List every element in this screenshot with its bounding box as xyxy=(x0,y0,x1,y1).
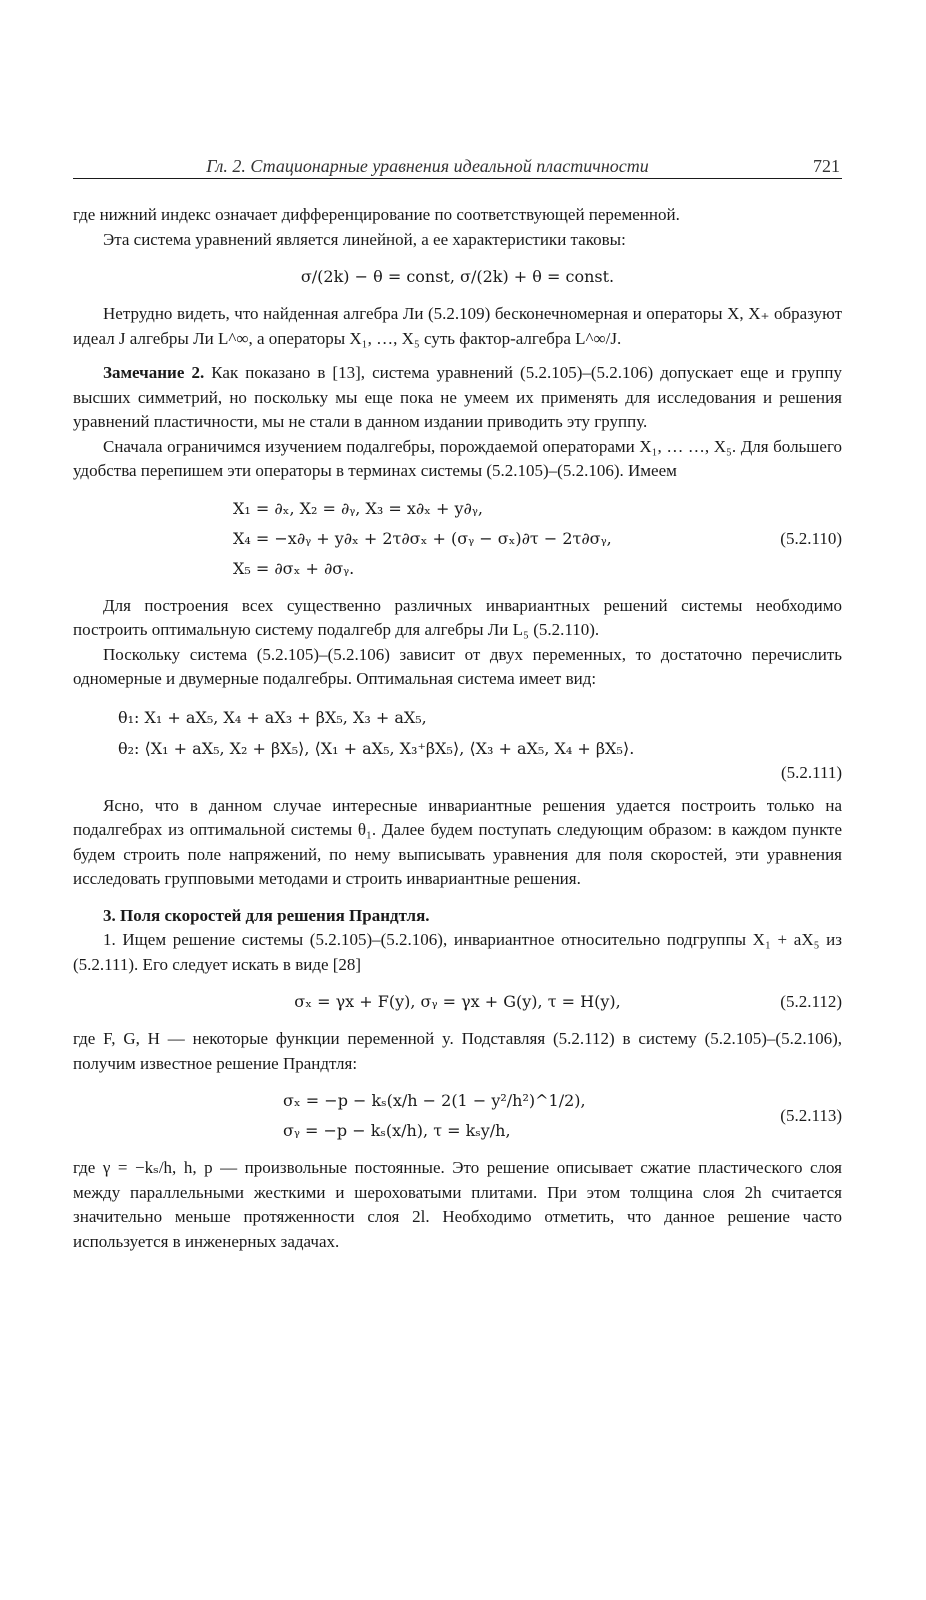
paragraph-5: Сначала ограничимся изучением подалгебры, порождаемой операторами X₁, … …, X₅. Для большего удобства перепишем эти операторы в терминах системы (5.2.105)–(5.2.106). Имеем xyxy=(73,436,842,480)
equation-line: θ₁: X₁ + aX₅, X₄ + aX₃ + βX₅, X₃ + aX₅, xyxy=(118,707,427,727)
section-heading: 3. Поля скоростей для решения Прандтля. xyxy=(103,905,430,925)
paragraph-9: 1. Ищем решение системы (5.2.105)–(5.2.106), инвариантное относительно подгруппы X₁ + aX₅ из (5.2.111). Его следует искать в виде [28] xyxy=(73,930,842,974)
equation-5-2-110 xyxy=(73,494,842,584)
paragraph-7: Поскольку система (5.2.105)–(5.2.106) зависит от двух переменных, то достаточно перечислить одномерные и двумерные подалгебры. Оптимальная система имеет вид: xyxy=(73,644,842,688)
remark-label: Замечание 2. xyxy=(103,363,205,382)
book-page xyxy=(73,150,842,1254)
equation-number: (5.2.110) xyxy=(780,528,842,548)
equation-number: (5.2.111) xyxy=(780,763,842,782)
equation-line: σₓ = −p − kₛ(x/h − 2(1 − y²/h²)^1/2), xyxy=(283,1091,586,1110)
paragraph-2: Эта система уравнений является линейной, а ее характеристики таковы: xyxy=(103,229,626,249)
remark-2 xyxy=(73,361,842,435)
equation-5-2-112 xyxy=(73,987,842,1017)
equation-number: (5.2.112) xyxy=(780,991,842,1011)
paragraph-11: где γ = −kₛ/h, h, p — произвольные постоянные. Это решение описывает сжатие пластического слоя между параллельными жесткими и шероховатыми плитами. При этом толщина слоя 2h считается значительно меньше протяженности слоя 2l. Необходимо отметить, что данное решение часто используется в инженерных задачах. xyxy=(73,1158,842,1251)
remark-text: Как показано в [13], система уравнений (5.2.105)–(5.2.106) допускает еще и группу высших симметрий, но поскольку мы еще пока не умеем их применять для исследования и решения уравнений пластичности, мы не стали в данном издании приводить эту группу. xyxy=(73,363,842,431)
paragraph-6: Для построения всех существенно различных инвариантных решений системы необходимо построить оптимальную систему подалгебр для алгебры Ли L₅ (5.2.110). xyxy=(73,595,842,639)
equation-line: σᵧ = −p − kₛ(x/h), τ = kₛy/h, xyxy=(283,1121,511,1140)
equation-number: (5.2.113) xyxy=(780,1105,842,1125)
equation-5-2-111 xyxy=(73,702,842,782)
page-body xyxy=(73,203,842,1254)
equation-line: σₓ = γx + F(y), σᵧ = γx + G(y), τ = H(y), xyxy=(294,992,621,1011)
page-number: 721 xyxy=(813,156,840,176)
equation-line: σ/(2k) − θ = const, σ/(2k) + θ = const. xyxy=(300,267,615,286)
paragraph-1: где нижний индекс означает дифференцирование по соответствующей переменной. xyxy=(73,205,680,224)
equation-line: X₄ = −x∂ᵧ + y∂ₓ + 2τ∂σₓ + (σᵧ − σₓ)∂τ − 2τ∂σᵧ, xyxy=(233,528,612,548)
equation-characteristics xyxy=(73,262,842,292)
equation-5-2-113 xyxy=(73,1086,842,1146)
running-title: Гл. 2. Стационарные уравнения идеальной пластичности xyxy=(206,156,649,176)
paragraph-3: Нетрудно видеть, что найденная алгебра Ли (5.2.109) бесконечномерная и операторы X, X₊ образуют идеал J алгебры Ли L^∞, а операторы X₁, …, X₅ суть фактор-алгебра L^∞/J. xyxy=(73,304,842,348)
paragraph-8: Ясно, что в данном случае интересные инвариантные решения удается построить только на подалгебрах из оптимальной системы θ₁. Далее будем поступать следующим образом: в каждом пункте будем строить поле напряжений, по нему выписывать уравнения для поля скоростей, эти уравнения исследовать групповыми методами и строить инвариантные решения. xyxy=(73,795,842,888)
equation-line: X₁ = ∂ₓ, X₂ = ∂ᵧ, X₃ = x∂ₓ + y∂ᵧ, xyxy=(233,498,483,518)
paragraph-10: где F, G, H — некоторые функции переменной y. Подставляя (5.2.112) в систему (5.2.105)–(5.2.106), получим известное решение Прандтля: xyxy=(73,1029,842,1073)
running-header xyxy=(73,150,842,179)
equation-line: θ₂: ⟨X₁ + aX₅, X₂ + βX₅⟩, ⟨X₁ + aX₅, X₃⁺βX₅⟩, ⟨X₃ + aX₅, X₄ + βX₅⟩. xyxy=(118,738,635,758)
equation-line: X₅ = ∂σₓ + ∂σᵧ. xyxy=(233,558,355,578)
